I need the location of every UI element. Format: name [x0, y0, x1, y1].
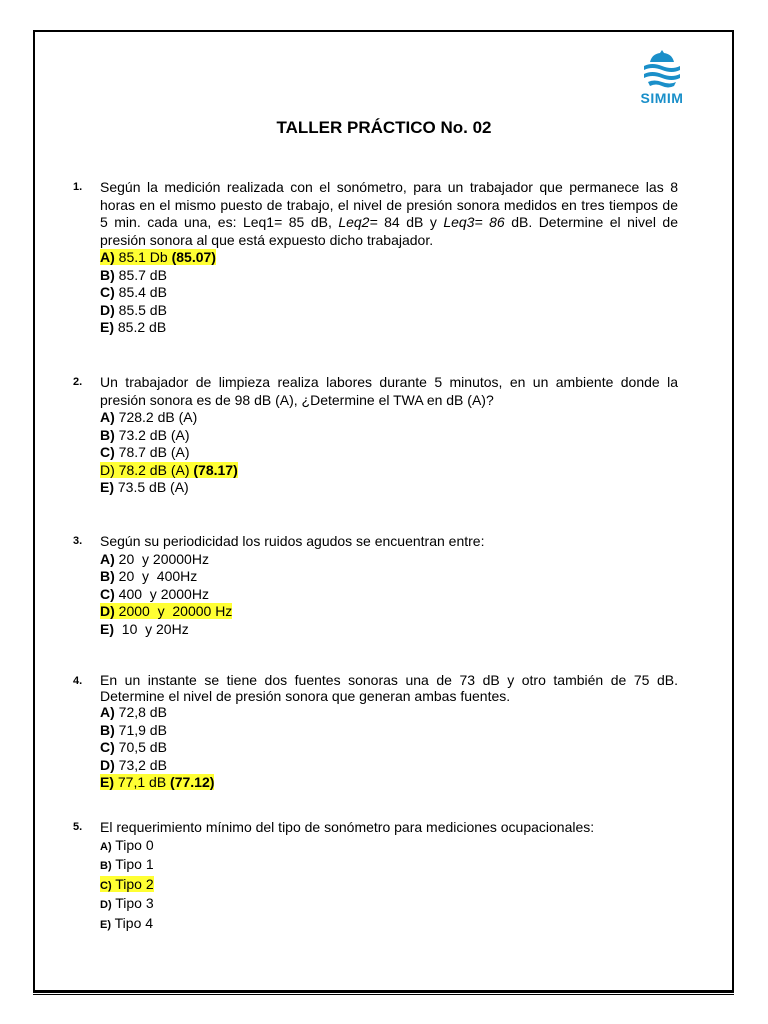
option-c[interactable]: C) 85.4 dB	[100, 284, 167, 300]
option-a[interactable]: A) 72,8 dB	[100, 704, 167, 720]
question-5	[73, 819, 678, 934]
option-a[interactable]: A) Tipo 0	[100, 836, 154, 853]
option-c[interactable]: C) 78.7 dB (A)	[100, 444, 190, 460]
question-text: El requerimiento mínimo del tipo de sonómetro para mediciones ocupacionales:	[100, 819, 595, 835]
option-a[interactable]: A) 20 y 20000Hz	[100, 550, 209, 567]
option-d[interactable]: D) 2000 y 20000 Hz	[100, 603, 233, 619]
page-title: TALLER PRÁCTICO No. 02	[276, 118, 492, 137]
option-b[interactable]: B) 20 y 400Hz	[100, 568, 198, 584]
page-border-bottom	[33, 992, 734, 995]
question-number: 3.	[73, 535, 83, 547]
option-e[interactable]: E) 85.2 dB	[100, 319, 167, 335]
option-d[interactable]: D) 73,2 dB	[100, 756, 167, 773]
option-b[interactable]: B) 85.7 dB	[100, 266, 167, 283]
option-b[interactable]: B) 73.2 dB (A)	[100, 426, 190, 443]
option-d[interactable]: D) 78.2 dB (A) (78.17)	[100, 461, 238, 478]
question-2	[73, 374, 678, 497]
simim-logo	[630, 48, 694, 108]
simim-logo-icon	[640, 48, 684, 90]
brand-name: SIMIM	[640, 90, 684, 106]
question-4	[73, 672, 678, 792]
question-text: Un trabajador de limpieza realiza labores durante 5 minutos, en un ambiente donde la presión sonora es de 98 dB (A), ¿Determine el TWA en dB (A)?	[100, 374, 678, 408]
option-c[interactable]: C) 70,5 dB	[100, 739, 167, 755]
option-e[interactable]: E) 77,1 dB (77.12)	[100, 774, 215, 790]
option-e[interactable]: E) Tipo 4	[100, 914, 154, 931]
option-e[interactable]: E) 10 y 20Hz	[100, 620, 189, 637]
option-c[interactable]: C) 400 y 2000Hz	[100, 585, 209, 602]
question-text: En un instante se tiene dos fuentes sonoras una de 73 dB y otro también de 75 dB. Determine el nivel de presión sonora que generan ambas fuentes.	[100, 672, 678, 704]
option-c[interactable]: C) Tipo 2	[100, 875, 154, 892]
option-d[interactable]: D) 85.5 dB	[100, 301, 167, 318]
option-a[interactable]: A) 85.1 Db (85.07)	[100, 249, 216, 265]
question-number: 2.	[73, 376, 83, 388]
option-a[interactable]: A) 728.2 dB (A)	[100, 409, 198, 425]
option-d[interactable]: D) Tipo 3	[100, 895, 154, 911]
question-number: 5.	[73, 821, 83, 833]
question-text: Según su periodicidad los ruidos agudos se encuentran entre:	[100, 533, 485, 549]
question-1	[73, 179, 678, 337]
question-number: 4.	[73, 675, 83, 687]
question-number: 1.	[73, 181, 83, 193]
question-3	[73, 533, 678, 638]
question-text: Según la medición realizada con el sonómetro, para un trabajador que permanece las 8 horas en el mismo puesto de trabajo, el nivel de presión sonora medidos en tres tiempos de 5 min. cada una, es: Leq1= 85 dB, Leq2= 84 dB y Leq3= 86 dB. Determine el nivel de presión sonora al que está expuesto dicho trabajador.	[100, 179, 678, 248]
option-e[interactable]: E) 73.5 dB (A)	[100, 479, 189, 495]
option-b[interactable]: B) Tipo 1	[100, 856, 154, 872]
option-b[interactable]: B) 71,9 dB	[100, 721, 167, 738]
